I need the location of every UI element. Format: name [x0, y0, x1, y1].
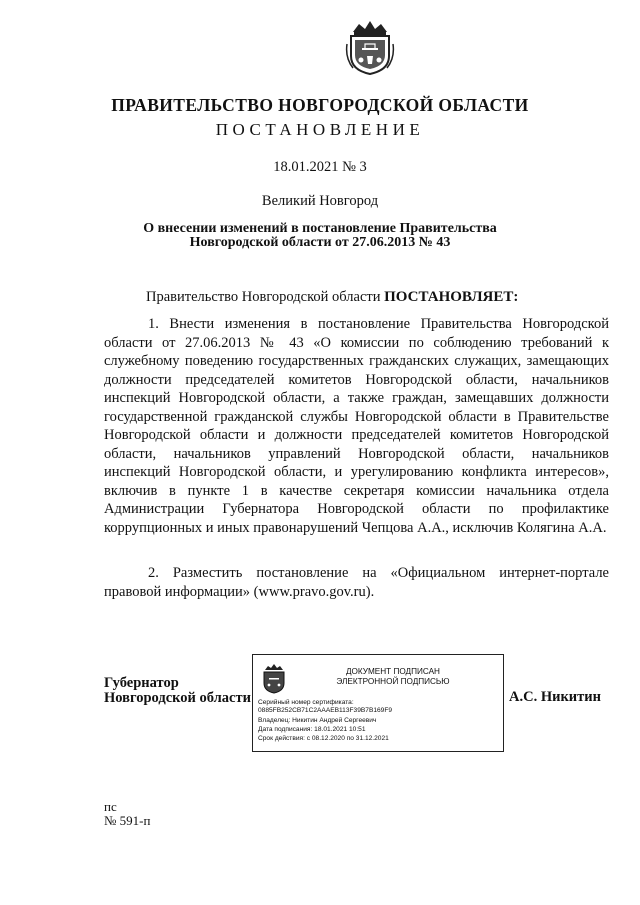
stamp-title — [293, 667, 493, 687]
electronic-signature-stamp — [252, 654, 504, 752]
preamble-emphasis: ПОСТАНОВЛЯЕТ: — [384, 289, 519, 305]
stamp-signed-date: Дата подписания: 18.01.2021 10:51 — [258, 726, 366, 733]
signatory-position — [104, 676, 251, 706]
coat-of-arms-icon — [345, 18, 395, 76]
preamble-text: Правительство Новгородской области — [146, 289, 385, 305]
stamp-title-line-2: ЭЛЕКТРОННОЙ ПОДПИСЬЮ — [336, 677, 450, 686]
footer-number: № 591-п — [104, 813, 151, 828]
stamp-cert-serial: 0885FB252CB71C2AAAEB113F39B7B169F9 — [258, 707, 393, 714]
footer-initials: пс — [104, 799, 117, 814]
preamble — [146, 289, 518, 306]
body-paragraph-2: 2. Разместить постановление на «Официальном интернет-портале правовой информации» (www.pravo.gov.ru). — [104, 565, 609, 600]
subject-line-1: О внесении изменений в постановление Правительства — [143, 221, 497, 236]
document-subject — [20, 222, 620, 250]
document-date-number: 18.01.2021 № 3 — [273, 159, 367, 175]
footer-registration — [104, 800, 150, 828]
body-paragraph-1: 1. Внести изменения в постановление Правительства Новгородской области от 27.06.2013 № 43 «О комиссии по соблюдению требований к служебному поведению государственных гражданских служащих, замещающих должности председателей комитетов Новгородской области, начальников инспекций Новгородской области, а также граждан, замещавших должности государственной гражданской службы Новгородской области в Правительстве Новгородской области и должности председателей комитетов Новгородской области, начальников управлений Новгородской области, начальников инспекций Новгородской области, и урегулированию конфликта интересов», включив в пункте 1 в качестве секретаря комиссии начальника отдела Администрации Губернатора Новгородской области по профилактике коррупционных и иных правонарушений Чепцова А.А., исключив Колягина А.А. — [104, 316, 609, 536]
stamp-cert-label: Серийный номер сертификата: — [258, 699, 354, 706]
stamp-emblem-icon — [260, 662, 288, 694]
document-type: ПОСТАНОВЛЕНИЕ — [215, 120, 425, 139]
signatory-position-line-2: Новгородской области — [104, 690, 251, 706]
stamp-owner: Владелец: Никитин Андрей Сергеевич — [258, 717, 377, 724]
stamp-title-line-1: ДОКУМЕНТ ПОДПИСАН — [346, 667, 440, 676]
signatory-name: А.С. Никитин — [509, 689, 601, 705]
stamp-validity: Срок действия: с 08.12.2020 по 31.12.2021 — [258, 735, 389, 742]
subject-line-2: Новгородской области от 27.06.2013 № 43 — [189, 235, 451, 250]
signatory-position-line-1: Губернатор — [104, 675, 179, 691]
organization-title: ПРАВИТЕЛЬСТВО НОВГОРОДСКОЙ ОБЛАСТИ — [111, 95, 529, 115]
document-city: Великий Новгород — [261, 193, 379, 209]
